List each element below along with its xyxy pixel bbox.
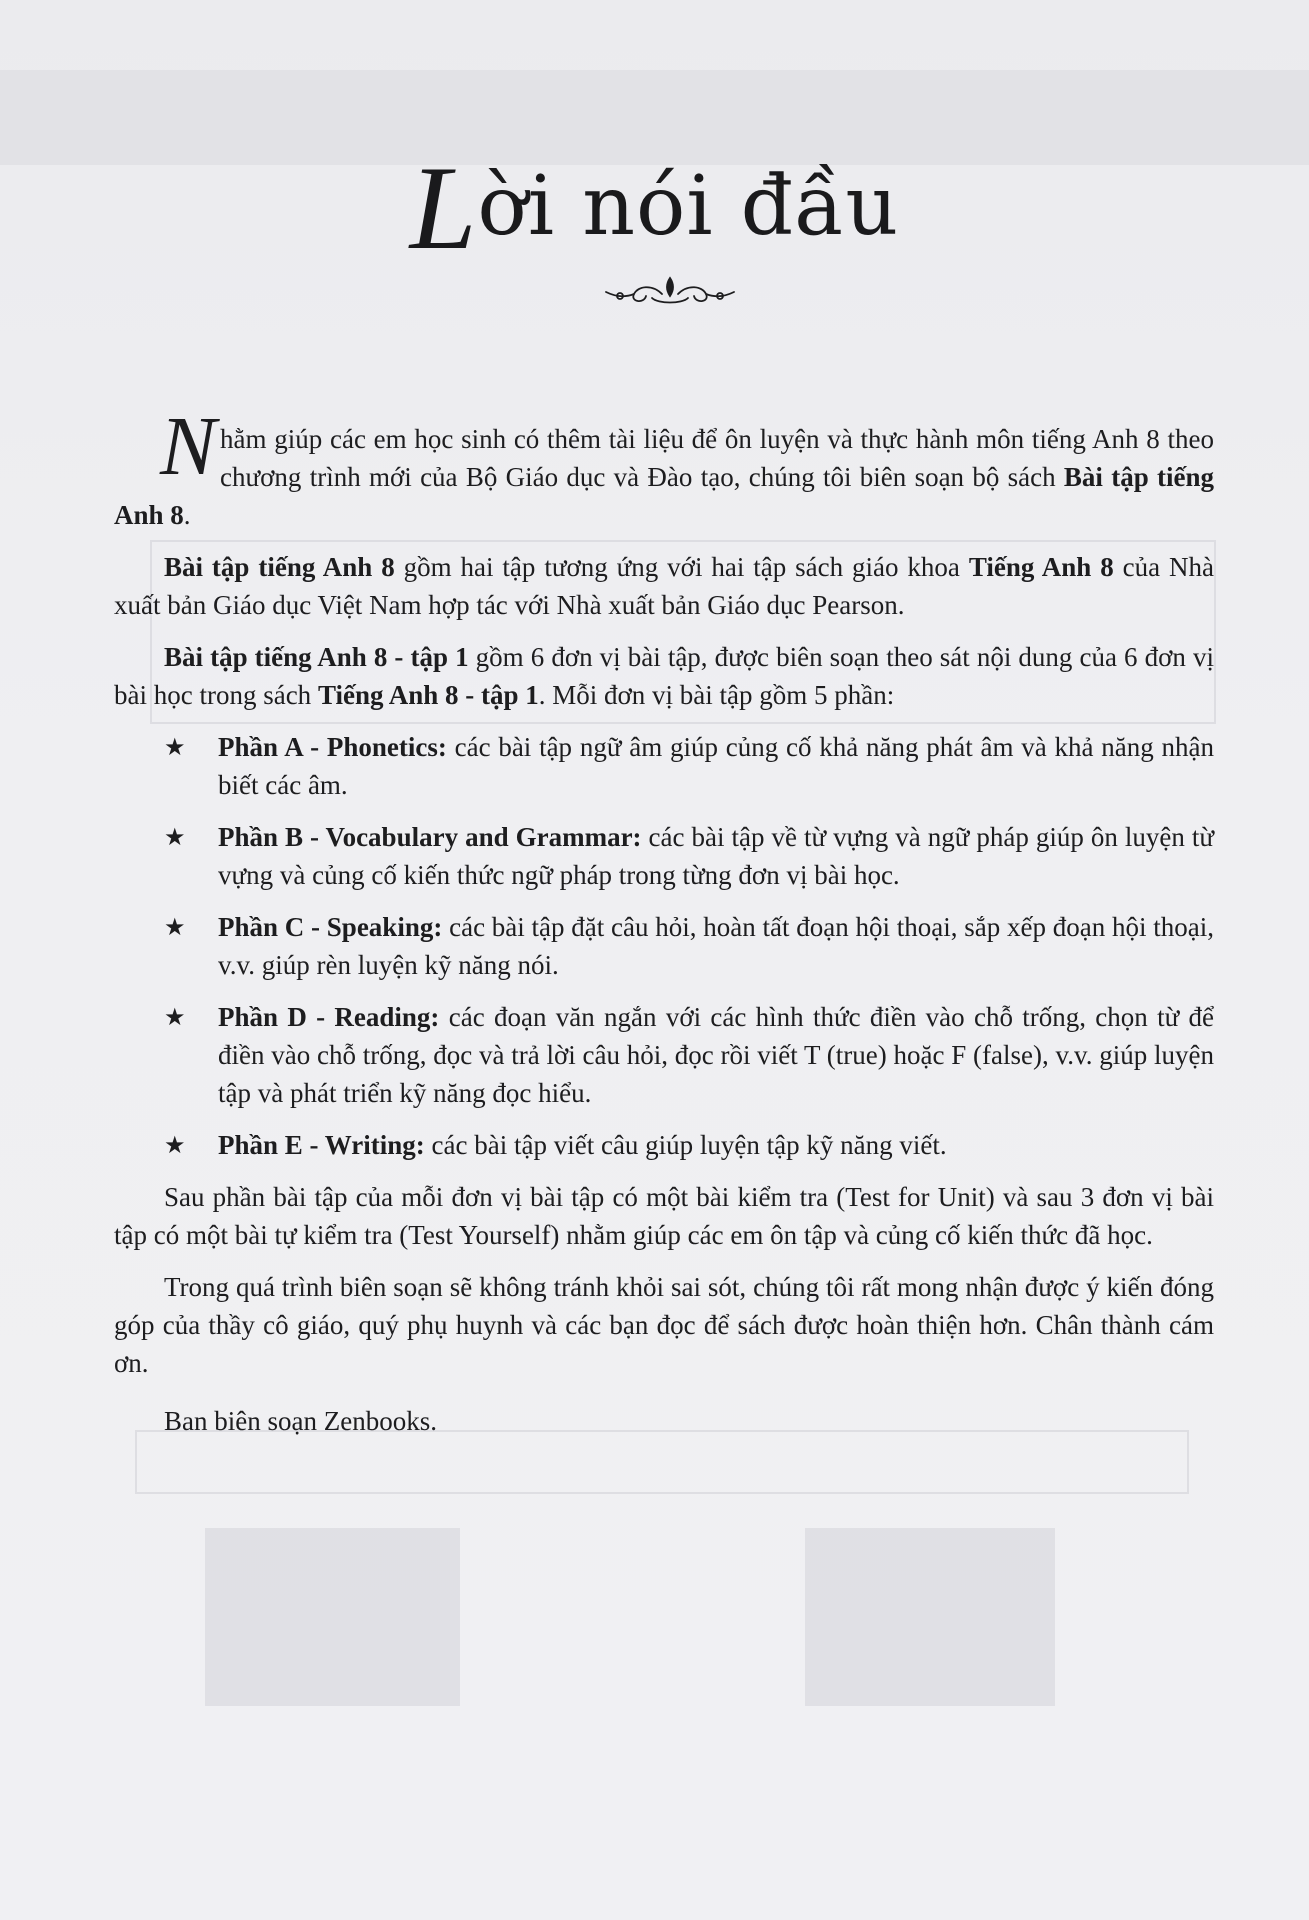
signature: Ban biên soạn Zenbooks. [164, 1406, 437, 1436]
star-icon: ★ [164, 1131, 186, 1159]
preface-body [114, 400, 1215, 1454]
list-item [114, 908, 1214, 984]
star-icon: ★ [164, 733, 186, 761]
list-item [114, 998, 1214, 1112]
paragraph-volumes [114, 548, 1214, 624]
paragraph-text: của Nhà xuất bản Giáo dục Việt Nam hợp tác với Nhà xuất bản Giáo dục Pearson. [114, 552, 1215, 620]
list-item-text: các đoạn văn ngắn với các hình thức điền vào chỗ trống, chọn từ để điền vào chỗ trống, đọc và trả lời câu hỏi, đọc rồi viết T (true) hoặc F (false), v.v. giúp luyện tập và phát triển kỹ năng đọc hiểu. [218, 1002, 1214, 1108]
list-item-head: Phần B - Vocabulary and Grammar: [218, 822, 642, 852]
bleed-through-image [805, 1528, 1055, 1706]
page-title [0, 141, 1309, 274]
intro-paragraph [114, 400, 1214, 534]
drop-cap: N [160, 400, 217, 493]
bold-text: Bài tập tiếng Anh 8 [164, 552, 395, 582]
list-item-head: Phần A - Phonetics: [218, 732, 447, 762]
book-title: Bài tập tiếng Anh 8 [114, 462, 1214, 530]
star-icon: ★ [164, 1003, 186, 1031]
list-item-text: các bài tập ngữ âm giúp củng cố khả năng phát âm và khả năng nhận biết các âm. [218, 732, 1214, 800]
list-item-head: Phần D - Reading: [218, 1002, 440, 1032]
bleed-through-image [205, 1528, 460, 1706]
paragraph-text: . Mỗi đơn vị bài tập gồm 5 phần: [538, 680, 895, 710]
list-item-head: Phần C - Speaking: [218, 912, 443, 942]
list-item [114, 818, 1214, 894]
list-item [114, 1126, 1214, 1164]
star-icon: ★ [164, 913, 186, 941]
ornament-divider-icon [600, 274, 740, 308]
paragraph-text: gồm 6 đơn vị bài tập, được biên soạn theo sát nội dung của 6 đơn vị bài học trong sách [114, 642, 1214, 710]
list-item-text: các bài tập về từ vựng và ngữ pháp giúp ôn luyện từ vựng và củng cố kiến thức ngữ pháp trong từng đơn vị bài học. [218, 822, 1214, 890]
title-rest: ời nói đầu [477, 159, 900, 254]
paragraph-units [114, 638, 1214, 714]
intro-end: . [183, 500, 191, 530]
section-list [114, 728, 1214, 1164]
title-cap: L [409, 141, 478, 274]
star-icon: ★ [164, 823, 186, 851]
bold-text: Tiếng Anh 8 - tập 1 [317, 680, 539, 710]
paragraph-text: gồm hai tập tương ứng với hai tập sách giáo khoa [394, 552, 969, 582]
intro-text: hằm giúp các em học sinh có thêm tài liệu để ôn luyện và thực hành môn tiếng Anh 8 theo chương trình mới của Bộ Giáo dục và Đào tạo, chúng tôi biên soạn bộ sách [220, 424, 1214, 492]
list-item [114, 728, 1214, 804]
list-item-text: các bài tập đặt câu hỏi, hoàn tất đoạn hội thoại, sắp xếp đoạn hội thoại, v.v. giúp rèn luyện kỹ năng nói. [218, 912, 1214, 980]
list-item-head: Phần E - Writing: [218, 1130, 425, 1160]
bold-text: Bài tập tiếng Anh 8 - tập 1 [164, 642, 469, 672]
paragraph-tests: Sau phần bài tập của mỗi đơn vị bài tập có một bài kiểm tra (Test for Unit) và sau 3 đơn vị bài tập có một bài tự kiểm tra (Test Yourself) nhằm giúp các em ôn tập và củng cố kiến thức đã học. [114, 1182, 1214, 1250]
list-item-text: các bài tập viết câu giúp luyện tập kỹ năng viết. [424, 1130, 947, 1160]
paragraph-closing: Trong quá trình biên soạn sẽ không tránh khỏi sai sót, chúng tôi rất mong nhận được ý kiến đóng góp của thầy cô giáo, quý phụ huynh và các bạn đọc để sách được hoàn thiện hơn. Chân thành cám ơn. [114, 1272, 1214, 1378]
bold-text: Tiếng Anh 8 [968, 552, 1114, 582]
